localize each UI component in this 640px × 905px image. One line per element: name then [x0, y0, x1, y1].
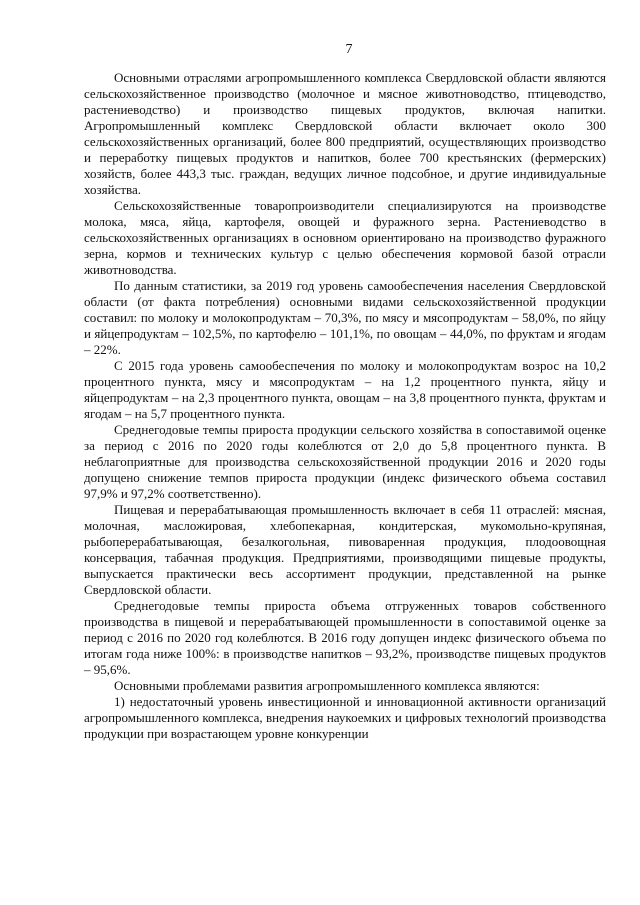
document-body: [84, 70, 606, 742]
paragraph-problem-1: 1) недостаточный уровень инвестиционной и инновационной активности организаций агропромышленного комплекса, внедрения наукоемких и цифровых технологий производства продукции при возрастающем уровне конкуренции: [84, 694, 606, 741]
paragraph-agro-sectors: Основными отраслями агропромышленного комплекса Свердловской области являются сельскохозяйственное производство (молочное и мясное животноводство, птицеводство, растениеводство) и производство пищевых продуктов, включая напитки. Агропромышленный комплекс Свердловской области включает около 300 сельскохозяйственных организаций, более 800 предприятий, осуществляющих производство и переработку пищевых продуктов и напитков, более 700 крестьянских (фермерских) хозяйств, более 443,3 тыс. граждан, ведущих личное подсобное, и другие индивидуальные хозяйства.: [84, 70, 606, 197]
paragraph-self-sufficiency-2019: По данным статистики, за 2019 год уровень самообеспечения населения Свердловской области (от факта потребления) основными видами сельскохозяйственной продукции составил: по молоку и молокопродуктам – 70,3%, по мясу и мясопродуктам – 58,0%, по яйцу и яйцепродуктам – 102,5%, по картофелю – 101,1%, по овощам – 44,0%, по фруктам и ягодам – 22%.: [84, 278, 606, 357]
page-number: 7: [345, 42, 353, 57]
paragraph-producers-specialization: Сельскохозяйственные товаропроизводители специализируются на производстве молока, мяса, яйца, картофеля, овощей и фуражного зерна. Растениеводство в сельскохозяйственных организациях в основном ориентировано на производство фуражного зерна, кормов и технических культур с целью обеспечения кормовой базой отрасли животноводства.: [84, 198, 606, 277]
paragraph-food-industry-growth: Среднегодовые темпы прироста объема отгруженных товаров собственного производства в пищевой и перерабатывающей промышленности в сопоставимой оценке за период с 2016 по 2020 год колеблются. В 2016 году допущен индекс физического объема по итогам года ниже 100%: в производстве напитков – 93,2%, производстве пищевых продуктов – 95,6%.: [84, 598, 606, 677]
paragraph-agriculture-growth-rates: Среднегодовые темпы прироста продукции сельского хозяйства в сопоставимой оценке за период с 2016 по 2020 годы колеблются от 2,0 до 5,8 процентного пункта. В неблагоприятные для производства сельскохозяйственной продукции 2016 и 2020 годы допущено снижение темпов прироста продукции (индекс физического объема составил 97,9% и 97,2% соответственно).: [84, 422, 606, 501]
paragraph-food-industry: Пищевая и перерабатывающая промышленность включает в себя 11 отраслей: мясная, молочная, масложировая, хлебопекарная, кондитерская, мукомольно-крупяная, рыбоперерабатывающая, безалкогольная, пивоваренная продукция, плодоовощная консервация, табачная продукция. Предприятиями, производящими пищевые продукты, выпускается практически весь ассортимент продукции, представленной на рынке Свердловской области.: [84, 502, 606, 597]
paragraph-self-sufficiency-growth: С 2015 года уровень самообеспечения по молоку и молокопродуктам возрос на 10,2 процентного пункта, мясу и мясопродуктам – на 1,2 процентного пункта, яйцу и яйцепродуктам – на 2,3 процентного пункта, овощам – на 3,8 процентного пункта, фруктам и ягодам – на 5,7 процентного пункта.: [84, 358, 606, 421]
paragraph-main-problems-intro: Основными проблемами развития агропромышленного комплекса являются:: [114, 678, 540, 693]
